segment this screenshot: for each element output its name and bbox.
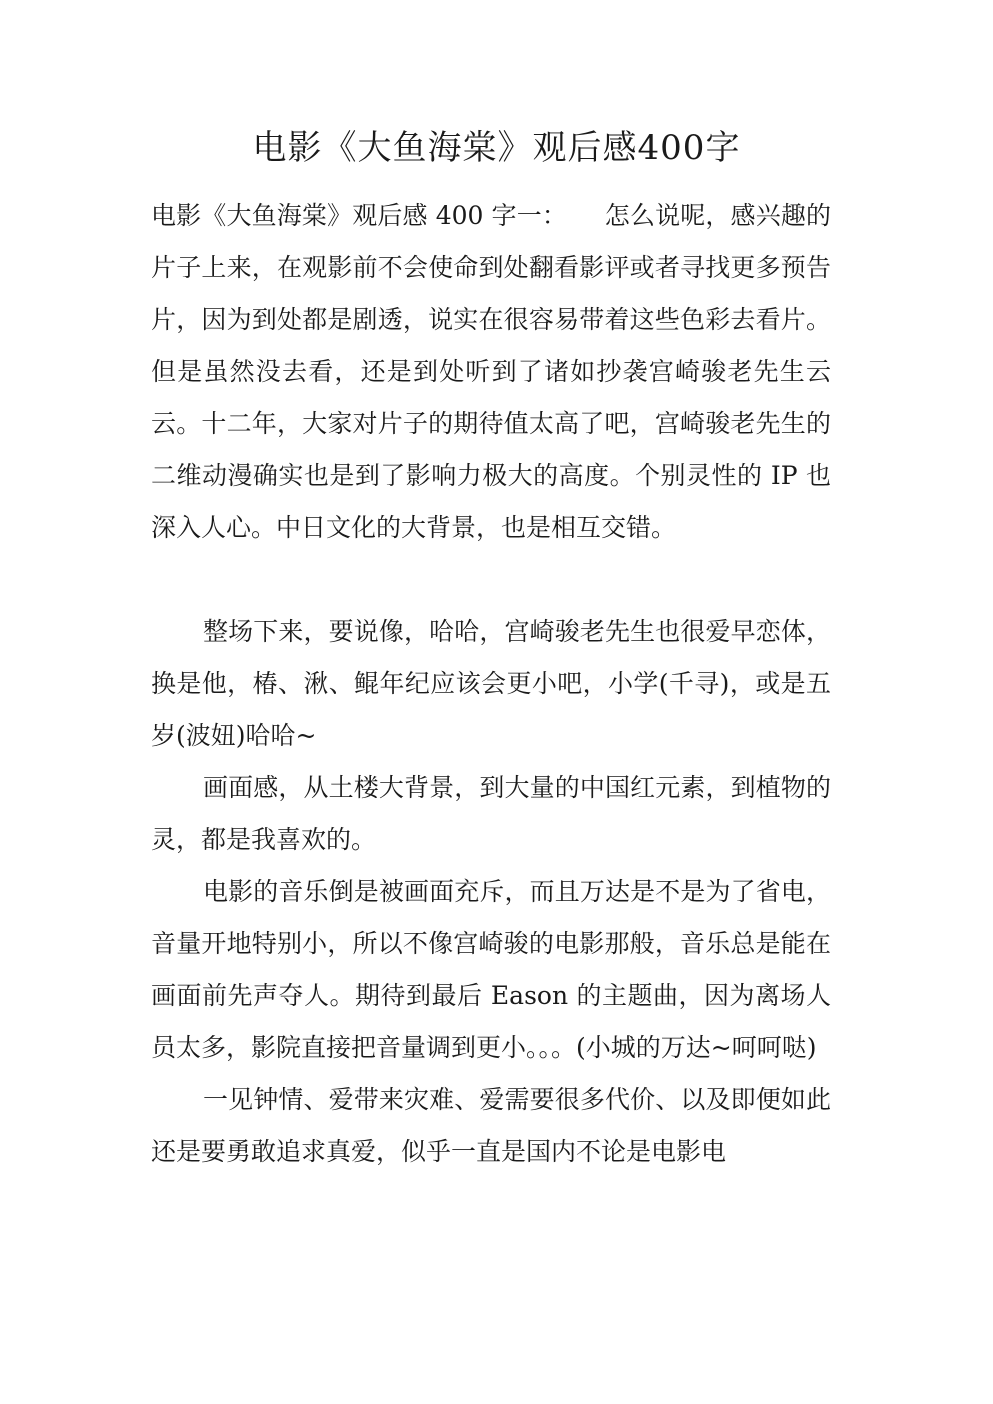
paragraph-intro: 电影《大鱼海棠》观后感 400 字一： 怎么说呢，感兴趣的片子上来，在观影前不会使命到处翻看影评或者寻找更多预告片，因为到处都是剧透，说实在很容易带着这些色彩去看片。但是虽然没去看，还是到处听到了诸如抄袭宫崎骏老先生云云。十二年，大家对片子的期待值太高了吧，宫崎骏老先生的二维动漫确实也是到了影响力极大的高度。个别灵性的 IP 也深入人心。中日文化的大背景，也是相互交错。 xyxy=(151,201,831,542)
paragraph-music: 电影的音乐倒是被画面充斥，而且万达是不是为了省电，音量开地特别小，所以不像宫崎骏的电影那般，音乐总是能在画面前先声夺人。期待到最后 Eason 的主题曲，因为离场人员太多，影院直接把音量调到更小。。。(小城的万达~呵呵哒) xyxy=(151,877,831,1062)
paragraph-comparison: 整场下来，要说像，哈哈，宫崎骏老先生也很爱早恋体，换是他，椿、湫、鲲年纪应该会更小吧，小学(千寻)，或是五岁(波妞)哈哈~ xyxy=(151,617,831,750)
paragraph-theme: 一见钟情、爱带来灾难、爱需要很多代价、以及即便如此还是要勇敢追求真爱，似乎一直是国内不论是电影电 xyxy=(151,1085,831,1166)
document-body xyxy=(151,190,831,1178)
paragraph-visuals: 画面感，从土楼大背景，到大量的中国红元素，到植物的灵，都是我喜欢的。 xyxy=(151,773,831,854)
document-title: 电影《大鱼海棠》观后感400字 xyxy=(252,128,741,168)
